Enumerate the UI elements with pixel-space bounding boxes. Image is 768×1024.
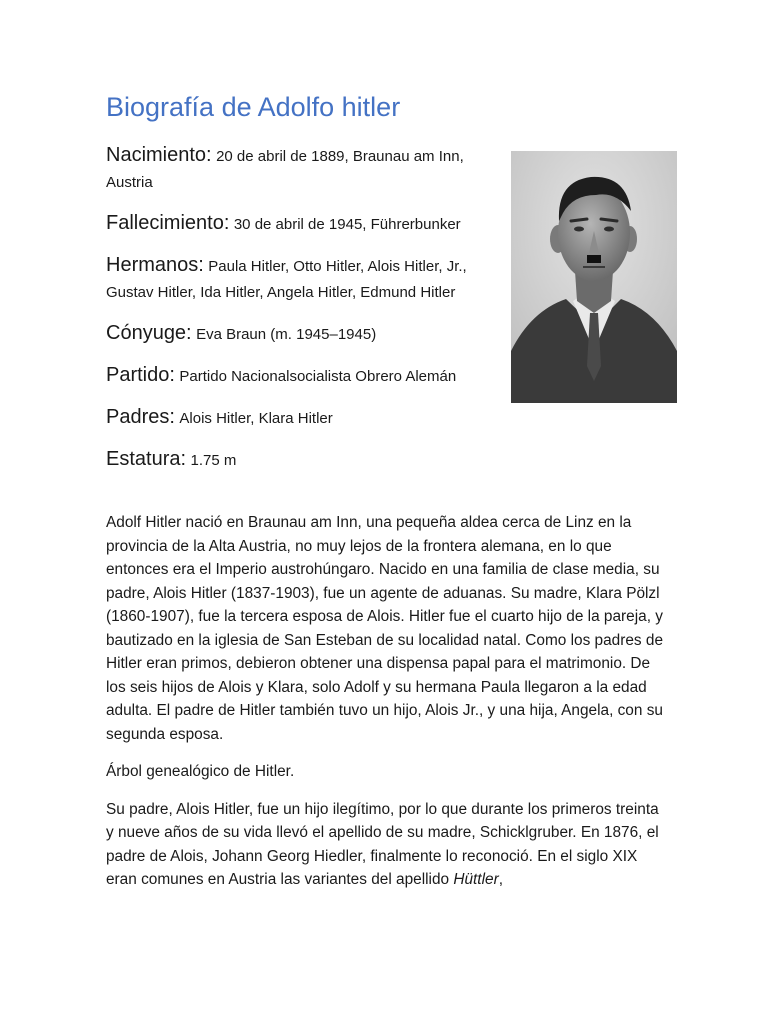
- fact-label: Hermanos:: [106, 254, 204, 276]
- biography-text: [106, 511, 666, 906]
- paragraph-2: Árbol genealógico de Hitler.: [106, 763, 295, 780]
- fact-label: Nacimiento:: [106, 144, 212, 166]
- fact-value: Eva Braun (m. 1945–1945): [196, 326, 377, 343]
- fact-partido: [106, 362, 506, 390]
- fact-padres: [106, 404, 506, 432]
- portrait-image: [511, 151, 677, 403]
- paragraph-3-main: Su padre, Alois Hitler, fue un hijo ilegítimo, por lo que durante los primeros treinta y nueve años de su vida llevó el apellido de su madre, Schicklgruber. En 1876, el padre de Alois, Johann Georg Hiedler, finalmente lo reconoció. En el siglo XIX eran comunes en Austria las variantes del apellido: [106, 800, 659, 888]
- fact-value: Partido Nacionalsocialista Obrero Alemán: [179, 368, 457, 385]
- fact-hermanos: [106, 252, 506, 306]
- fact-label: Cónyuge:: [106, 322, 192, 344]
- fact-estatura: [106, 446, 506, 474]
- facts-list: [106, 142, 506, 488]
- portrait-photo: [511, 151, 677, 403]
- fact-conyuge: [106, 320, 506, 348]
- paragraph-3: [106, 798, 666, 892]
- paragraph-3-tail: ,: [498, 871, 503, 888]
- paragraph-1: Adolf Hitler nació en Braunau am Inn, una pequeña aldea cerca de Linz en la provincia de la Alta Austria, no muy lejos de la frontera alemana, en lo que entonces era el Imperio austrohúngaro. Nacido en una familia de clase media, su padre, Alois Hitler (1837-1903), fue un agente de aduanas. Su madre, Klara Pölzl (1860-1907), fue la tercera esposa de Alois. Hitler fue el cuarto hijo de la pareja, y bautizado en la iglesia de San Esteban de su localidad natal. Como los padres de Hitler eran primos, debieron obtener una dispensa papal para el matrimonio. De los seis hijos de Alois y Klara, solo Adolf y su hermana Paula llegaron a la edad adulta. El padre de Hitler también tuvo un hijo, Alois Jr., y una hija, Angela, con su segunda esposa.: [106, 514, 664, 743]
- fact-label: Fallecimiento:: [106, 212, 230, 234]
- page-title: Biografía de Adolfo hitler: [106, 92, 401, 122]
- fact-nacimiento: [106, 142, 506, 196]
- fact-value: 20 de abril de 1889, Braunau am Inn, Austria: [106, 148, 464, 191]
- paragraph-3-italic: Hüttler: [453, 871, 499, 888]
- fact-value: 1.75 m: [190, 452, 237, 469]
- fact-value: Alois Hitler, Klara Hitler: [179, 410, 333, 427]
- fact-fallecimiento: [106, 210, 506, 238]
- fact-label: Padres:: [106, 406, 175, 428]
- fact-label: Partido:: [106, 364, 175, 386]
- fact-value: Paula Hitler, Otto Hitler, Alois Hitler, Jr., Gustav Hitler, Ida Hitler, Angela Hitler, Edmund Hitler: [106, 258, 467, 301]
- fact-label: Estatura:: [106, 448, 187, 470]
- fact-value: 30 de abril de 1945, Führerbunker: [233, 216, 461, 233]
